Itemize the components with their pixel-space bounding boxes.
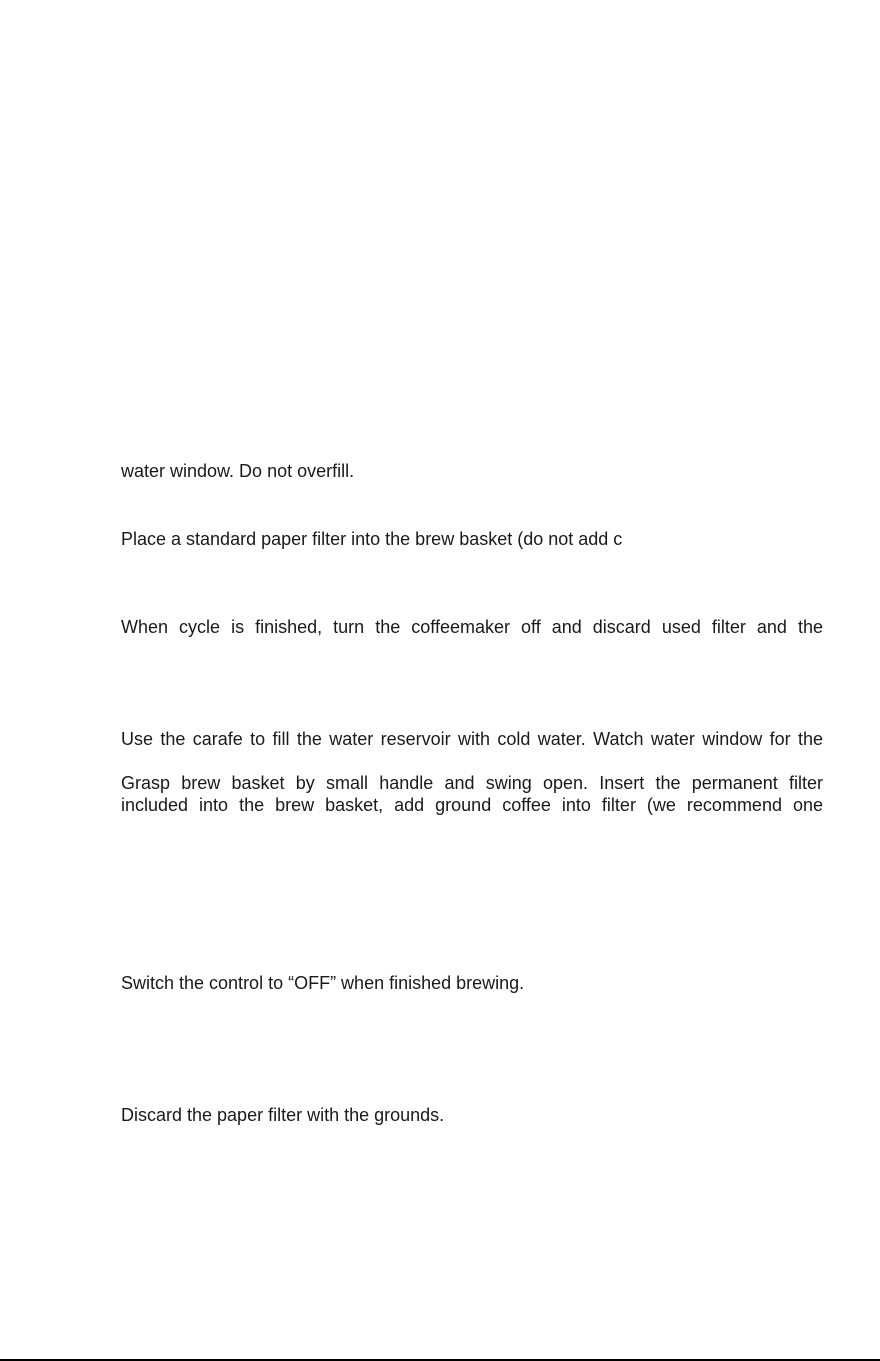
text-line-paper-filter: Place a standard paper filter into the brew basket (do not add c xyxy=(121,529,623,549)
text-line-fill-reservoir: Use the carafe to fill the water reservoir with cold water. Watch water window for the xyxy=(121,729,823,749)
text-line-cycle-finished: When cycle is finished, turn the coffeemaker off and discard used filter and the xyxy=(121,617,823,637)
text-line-water-window: water window. Do not overfill. xyxy=(121,461,355,481)
text-line-discard-filter: Discard the paper filter with the grounds. xyxy=(121,1105,445,1125)
text-line-switch-off: Switch the control to “OFF” when finished brewing. xyxy=(121,973,525,993)
text-line-grasp-basket: Grasp brew basket by small handle and swing open. Insert the permanent filter xyxy=(121,773,823,793)
text-line-ground-coffee: included into the brew basket, add ground coffee into filter (we recommend one xyxy=(121,795,823,815)
